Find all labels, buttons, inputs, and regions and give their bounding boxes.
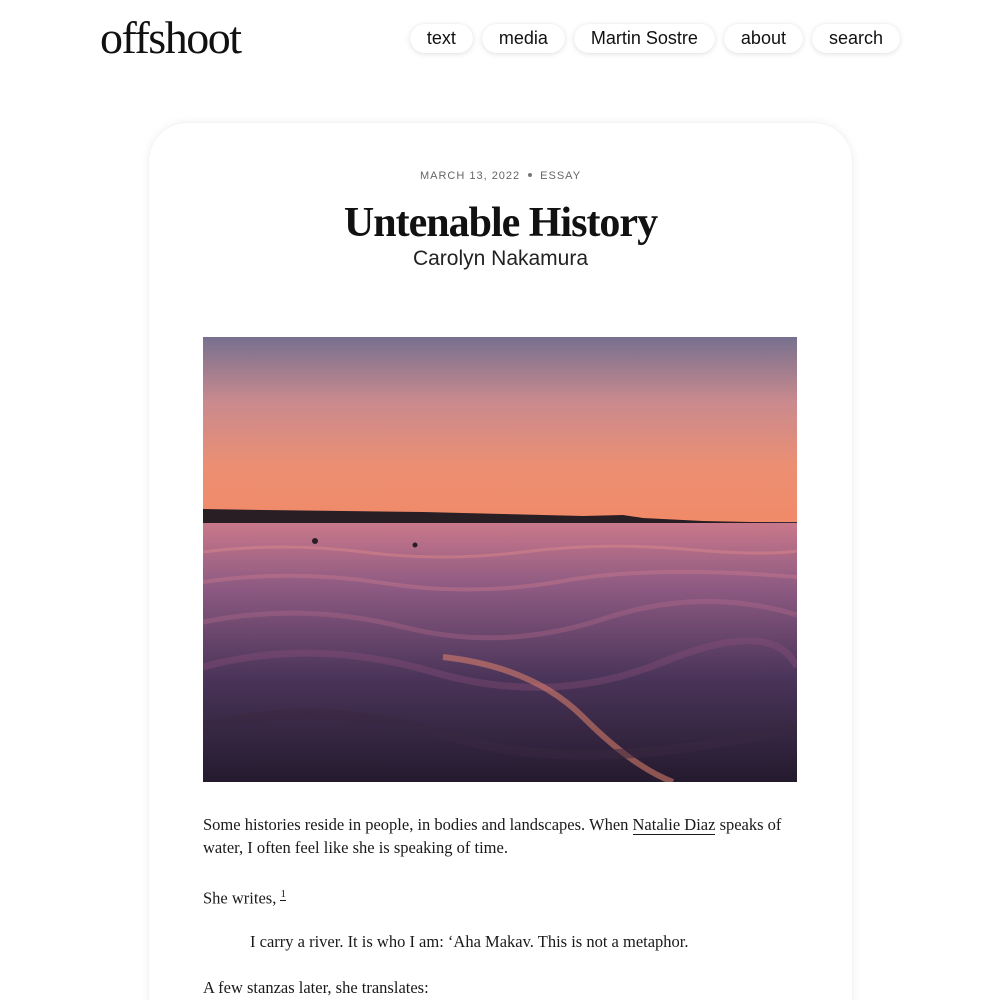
- nav-about-button[interactable]: about: [724, 24, 803, 53]
- paragraph-1-text-end: speaks of water, I often feel like she is speaking of time.: [203, 815, 782, 857]
- hero-image: [203, 337, 797, 782]
- article-title: Untenable History: [343, 200, 658, 246]
- site-logo[interactable]: offshoot: [100, 12, 241, 63]
- site-header: [0, 0, 1000, 80]
- sunset-water-photo: [203, 337, 797, 782]
- blockquote: I carry a river. It is who I am: ‘Aha Makav. This is not a metaphor.: [250, 932, 689, 951]
- article-author[interactable]: Carolyn Nakamura: [412, 247, 589, 270]
- paragraph-2-text: She writes,: [203, 888, 281, 908]
- nav-media-button[interactable]: media: [482, 24, 565, 53]
- article-date: MARCH 13, 2022: [419, 170, 521, 182]
- article-category[interactable]: ESSAY: [540, 170, 582, 182]
- article-meta: [149, 170, 852, 182]
- nav-text-button[interactable]: text: [410, 24, 473, 53]
- nav-martin-sostre-button[interactable]: Martin Sostre: [574, 24, 715, 53]
- nav-search-button[interactable]: search: [812, 24, 900, 53]
- natalie-diaz-link[interactable]: Natalie Diaz: [632, 815, 716, 834]
- main-nav: [410, 24, 900, 53]
- article-card: [149, 123, 852, 1000]
- footnote-1-link[interactable]: 1: [280, 888, 286, 900]
- paragraph-2: [203, 883, 797, 910]
- paragraph-4: A few stanzas later, she translates:: [203, 978, 429, 997]
- separator-dot-icon: [528, 173, 532, 177]
- paragraph-1-text: Some histories reside in people, in bodies and landscapes. When: [203, 815, 633, 834]
- paragraph-1: [203, 813, 797, 859]
